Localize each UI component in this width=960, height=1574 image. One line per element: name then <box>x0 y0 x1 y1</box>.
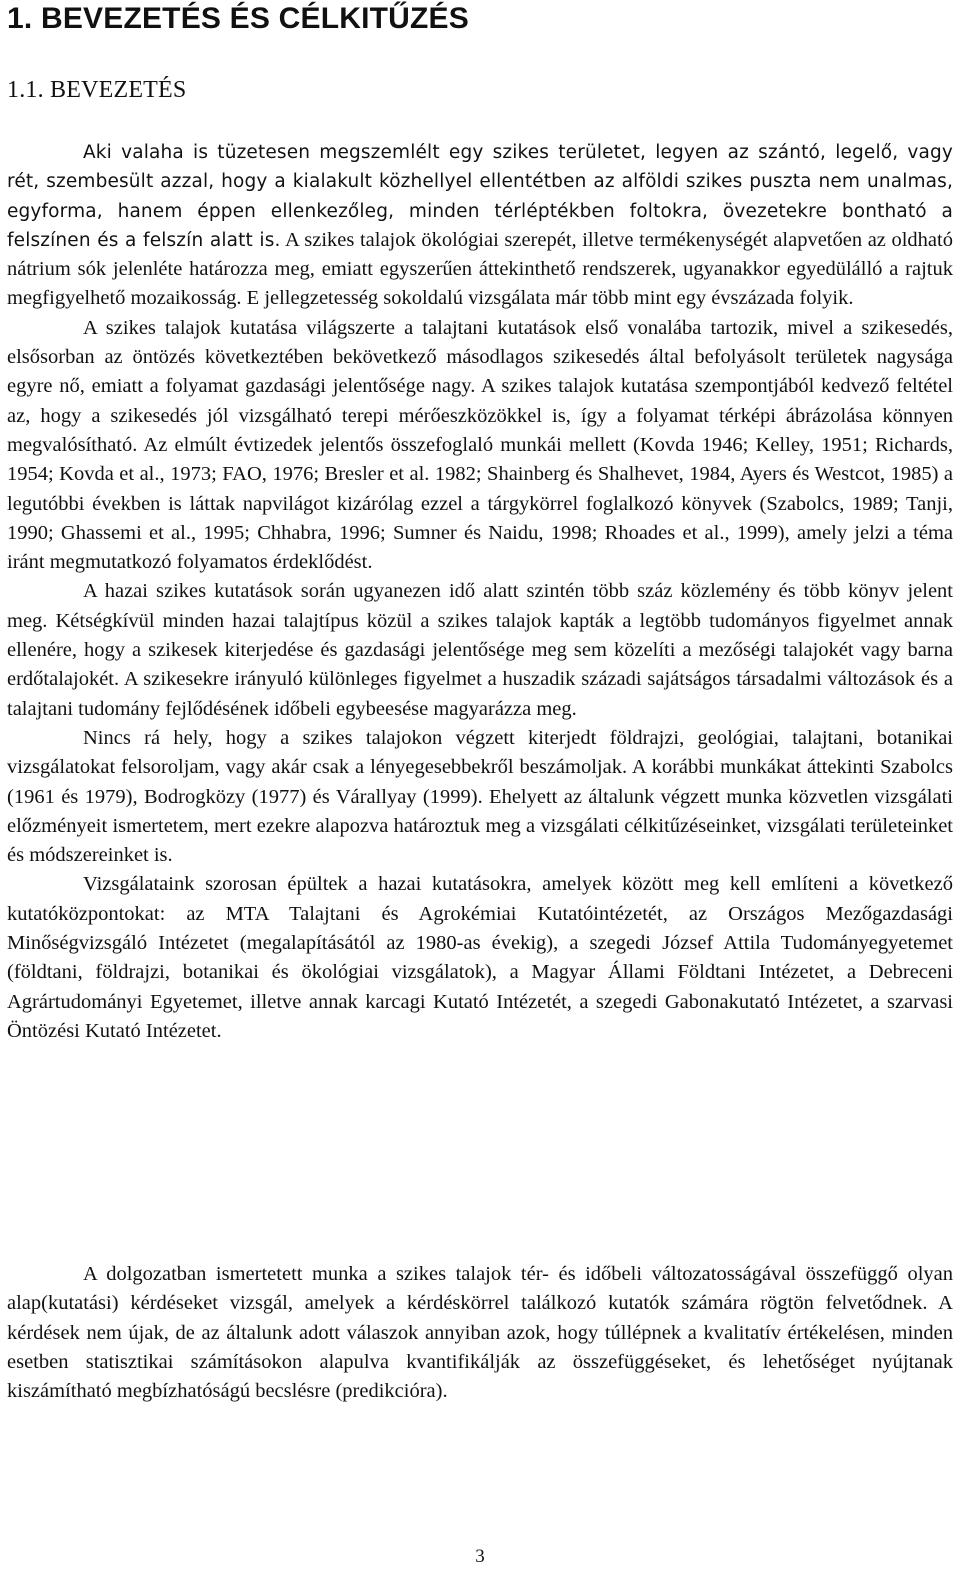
body-text-block-2 <box>7 1260 953 1406</box>
section-heading: 1.1. BEVEZETÉS <box>7 77 187 103</box>
chapter-heading: 1. BEVEZETÉS ÉS CÉLKITŰZÉS <box>7 2 469 35</box>
paragraph-1 <box>7 138 953 314</box>
paragraph-5: Vizsgálataink szorosan épültek a hazai kutatásokra, amelyek között meg kell említeni a következő kutatóközpontokat: az MTA Talajtani és Agrokémiai Kutatóintézetét, az Országos Mezőgazdasági Minőségvizsgáló Intézetet (megalapításától az 1980-as évekig), a szegedi József Attila Tudományegyetemet (földtani, földrajzi, botanikai és ökológiai vizsgálatok), a Magyar Állami Földtani Intézetet, a Debreceni Agrártudományi Egyetemet, illetve annak karcagi Kutató Intézetét, a szegedi Gabonakutató Intézetet, a szarvasi Öntözési Kutató Intézetet. <box>7 873 953 1042</box>
paragraph-1-serif-part: A szikes talajok ökológiai szerepét, illetve termékenységét alapvetően az oldható nátrium sók jelenléte határozza meg, emiatt egyszerűen áttekinthető rendszerek, ugyanakkor egyedülálló a rajtuk megfigyelhető mozaikosság. E jellegzetesség sokoldalú vizsgálata már több mint egy évszázada folyik. <box>7 228 953 310</box>
paragraph-4: Nincs rá hely, hogy a szikes talajokon végzett kiterjedt földrajzi, geológiai, talajtani, botanikai vizsgálatokat felsoroljam, vagy akár csak a lényegesebbekről beszámoljak. A korábbi munkákat áttekinti Szabolcs (1961 és 1979), Bodrogközy (1977) és Várallyay (1999). Ehelyett az általunk végzett munka közvetlen vizsgálati előzményeit ismertetem, mert ezekre alapozva határoztuk meg a vizsgálati célkitűzéseinket, vizsgálati területeinket és módszereinket is. <box>7 726 953 867</box>
paragraph-3: A hazai szikes kutatások során ugyanezen idő alatt szintén több száz közlemény és több könyv jelent meg. Kétségkívül minden hazai talajtípus közül a szikes talajok kapták a legtöbb tudományos figyelmet annak ellenére, hogy a szikesek kiterjedése és gazdasági jelentősége meg sem közelíti a mezőségi talajokét vagy barna erdőtalajokét. A szikesekre irányuló különleges figyelmet a huszadik századi sajátságos társadalmi változások és a talajtani tudomány fejlődésének időbeli egybeesése magyarázza meg. <box>7 580 953 720</box>
body-text-block <box>7 138 953 1046</box>
paragraph-1-sans-part: Aki valaha is tüzetesen megszemlélt egy szikes területet, legyen az szántó, legelő, vagy rét, szembesült azzal, hogy a kialakult közhellyel ellentétben az alföldi szikes puszta nem unalmas, egyforma, hanem éppen ellenkezőleg, minden térléptékben foltokra, övezetekre bontható a felszínen és a felszín alatt is. <box>7 142 953 251</box>
paragraph-6: A dolgozatban ismertetett munka a szikes talajok tér- és időbeli változatosságával összefüggő olyan alap(kutatási) kérdéseket vizsgál, amelyek a kérdéskörrel találkozó kutatók számára rögtön felvetődnek. A kérdések nem újak, de az általunk adott válaszok annyiban azok, hogy túllépnek a kvalitatív értékelésen, minden esetben statisztikai számításokon alapulva kvantifikálják az összefüggéseket, és lehetőséget nyújtanak kiszámítható megbízhatóságú becslésre (predikcióra). <box>7 1263 953 1403</box>
paragraph-2: A szikes talajok kutatása világszerte a talajtani kutatások első vonalába tartozik, mivel a szikesedés, elsősorban az öntözés következtében bekövetkező másodlagos szikesedés által befolyásolt területek nagysága egyre nő, emiatt a folyamat gazdasági jelentősége nagy. A szikes talajok kutatása szempontjából kedvező feltétel az, hogy a szikesedés jól vizsgálható terepi mérőeszközökkel is, így a folyamat térképi ábrázolása könnyen megvalósítható. Az elmúlt évtizedek jelentős összefoglaló munkái mellett (Kovda 1946; Kelley, 1951; Richards, 1954; Kovda et al., 1973; FAO, 1976; Bresler et al. 1982; Shainberg és Shalhevet, 1984, Ayers és Westcot, 1985) a legutóbbi években is láttak napvilágot kizárólag ezzel a tárgykörrel foglalkozó könyvek (Szabolcs, 1989; Tanji, 1990; Ghassemi et al., 1995; Chhabra, 1996; Sumner és Naidu, 1998; Rhoades et al., 1999), amely jelzi a téma iránt megmutatkozó folyamatos érdeklődést. <box>7 316 953 574</box>
page-number: 3 <box>475 1546 485 1567</box>
